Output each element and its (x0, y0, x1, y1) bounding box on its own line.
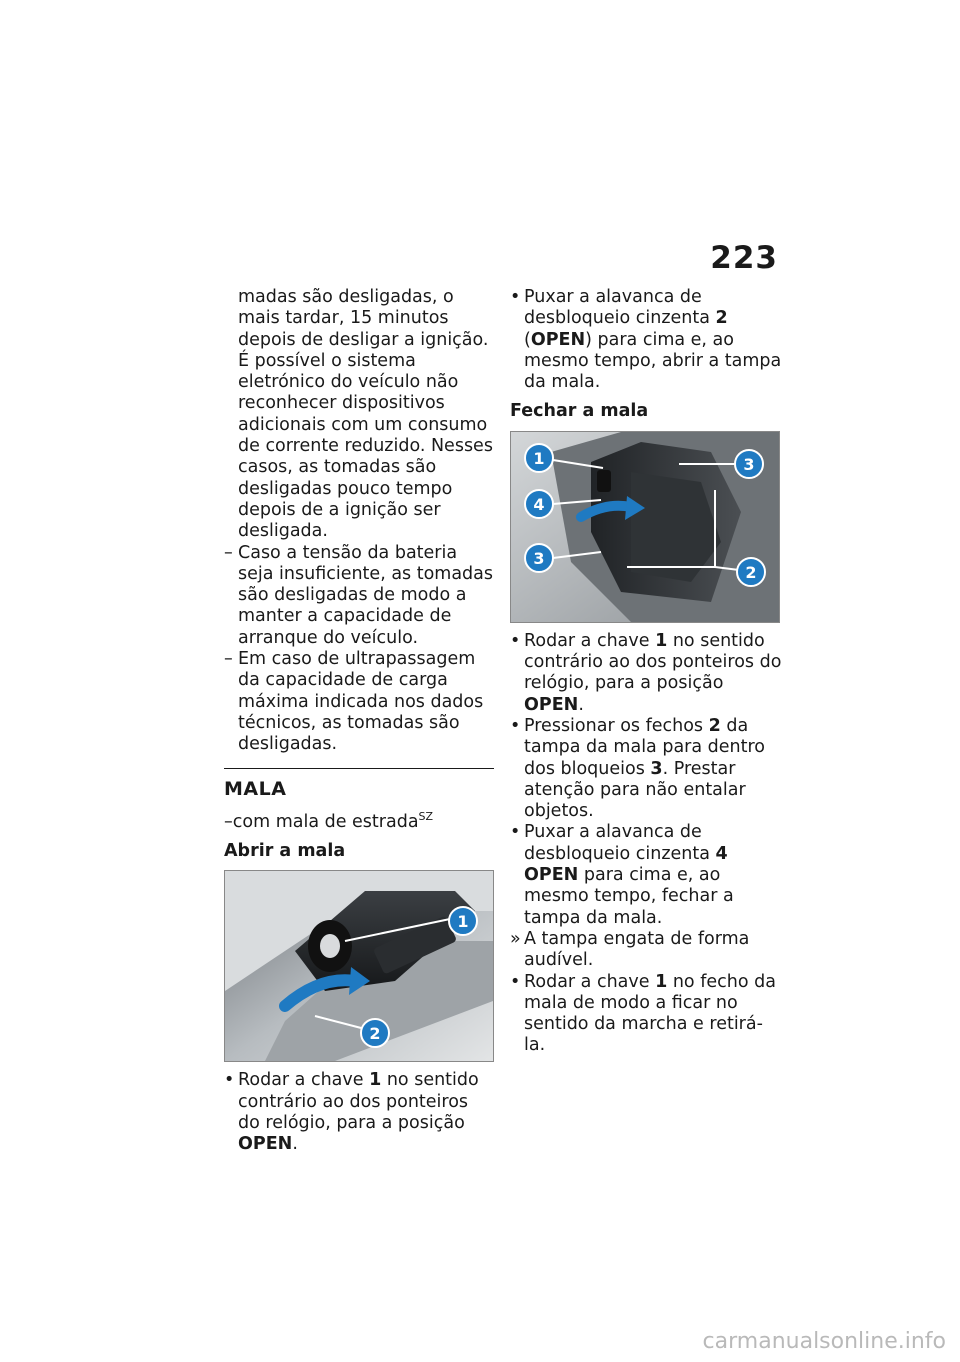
callout-2: 2 (745, 562, 757, 582)
variant-text: com mala de estrada (232, 811, 419, 832)
bullet-ref: OPEN (238, 1134, 293, 1155)
bullet-text: . Prestar atenção para não entalar objetos. (524, 758, 746, 822)
callout-4: 4 (533, 494, 545, 514)
bullet-item-remove-key (510, 972, 782, 1057)
bullet-text: no sentido contrário ao dos ponteiros do relógio, para a posição (524, 630, 782, 694)
result-mark: » (510, 928, 521, 949)
variant-superscript: SZ (418, 809, 434, 823)
figure-open-case (224, 870, 494, 1062)
bullet-text: . (578, 694, 584, 715)
case-lid-illustration (511, 432, 779, 622)
bullet-ref: 1 (655, 630, 668, 651)
heading-open-case: Abrir a mala (224, 840, 346, 861)
bullet-item-turn-key (510, 631, 782, 716)
bullet-text: ( (524, 329, 531, 350)
page-number: 223 (710, 240, 778, 276)
bullet-text: Puxar a alavanca de desbloqueio cinzenta (524, 822, 716, 864)
bullet-text: para cima e, ao mesmo tempo, fechar a tampa da mala. (524, 865, 734, 928)
bullet-item-pull-lever-close (510, 822, 782, 928)
bullet-text: Puxar a alavanca de desbloqueio cinzenta (524, 287, 716, 329)
bullet-text: . (292, 1134, 298, 1155)
dash-mark: – (224, 811, 233, 832)
result-text: A tampa engata de forma audível. (524, 928, 750, 971)
watermark: carmanualsonline.info (702, 1329, 946, 1354)
bullet-item-press-latches (510, 716, 782, 822)
left-column (224, 287, 494, 1155)
bullet-text: Pressionar os fechos (524, 715, 709, 736)
bullet-text: no sentido contrário ao dos ponteiros do relógio, para a posição (238, 1070, 479, 1133)
bullet-ref: 1 (369, 1070, 382, 1091)
bullet-text: ) para cima e, ao mesmo tempo, abrir a tampa da mala. (524, 329, 782, 393)
dash-item-capacity (224, 649, 494, 755)
bullet-text: Rodar a chave (238, 1070, 370, 1091)
bullet-ref: OPEN (524, 694, 579, 715)
right-column (510, 287, 782, 1057)
section-divider (224, 768, 494, 769)
bullet-text: da tampa da mala para dentro dos bloqueios (524, 715, 766, 779)
bullet-text: Rodar a chave (524, 630, 656, 651)
case-lock-illustration (225, 871, 493, 1061)
dash-mark: – (224, 542, 233, 563)
bullet-text: Rodar a chave (524, 971, 656, 992)
bullet-item-turn-key-open (224, 1070, 494, 1155)
callout-3-left: 3 (533, 548, 545, 568)
callout-2: 2 (369, 1024, 381, 1044)
bullet-ref: 2 (708, 715, 721, 736)
bullet-text: no fecho da mala de modo a ficar no sentido da marcha e retirá-la. (524, 971, 776, 1056)
bullet-mark: • (510, 630, 521, 651)
paragraph-continuation: madas são desligadas, o mais tardar, 15 minutos depois de desligar a ignição. É possível o sistema eletrónico do veículo não reconhecer dispositivos adicionais com um consumo de corrente reduzido. Nesses casos, as tomadas são desligadas pouco tempo depois de a ignição ser desligada. (238, 287, 493, 542)
callout-3-right: 3 (743, 454, 755, 474)
result-item (510, 929, 782, 972)
callout-1: 1 (533, 448, 545, 468)
bullet-ref: 1 (655, 971, 668, 992)
bullet-mark: • (510, 715, 521, 736)
heading-close-case: Fechar a mala (510, 401, 649, 422)
bullet-ref: 3 (650, 758, 663, 779)
bullet-mark: • (510, 822, 521, 843)
callout-1: 1 (457, 912, 469, 932)
bullet-item-pull-lever (510, 287, 782, 393)
bullet-mark: • (510, 287, 521, 307)
bullet-ref: 4 OPEN (524, 843, 728, 886)
bullet-mark: • (224, 1070, 235, 1091)
bullet-mark: • (510, 971, 521, 992)
bullet-ref: 2 (715, 308, 728, 329)
dash-mark: – (224, 649, 233, 670)
section-title: MALA (224, 777, 287, 800)
bullet-ref: OPEN (530, 329, 586, 350)
dash-item-battery (224, 543, 494, 649)
dash-text: Caso a tensão da bateria seja insuficiente, as tomadas são desligadas de modo a manter a capacidade de arranque do veículo. (238, 542, 494, 648)
dash-text: Em caso de ultrapassagem da capacidade de carga máxima indicada nos dados técnicos, as tomadas são desligadas. (238, 649, 484, 755)
figure-close-case (510, 431, 780, 623)
variant-line (224, 806, 494, 833)
